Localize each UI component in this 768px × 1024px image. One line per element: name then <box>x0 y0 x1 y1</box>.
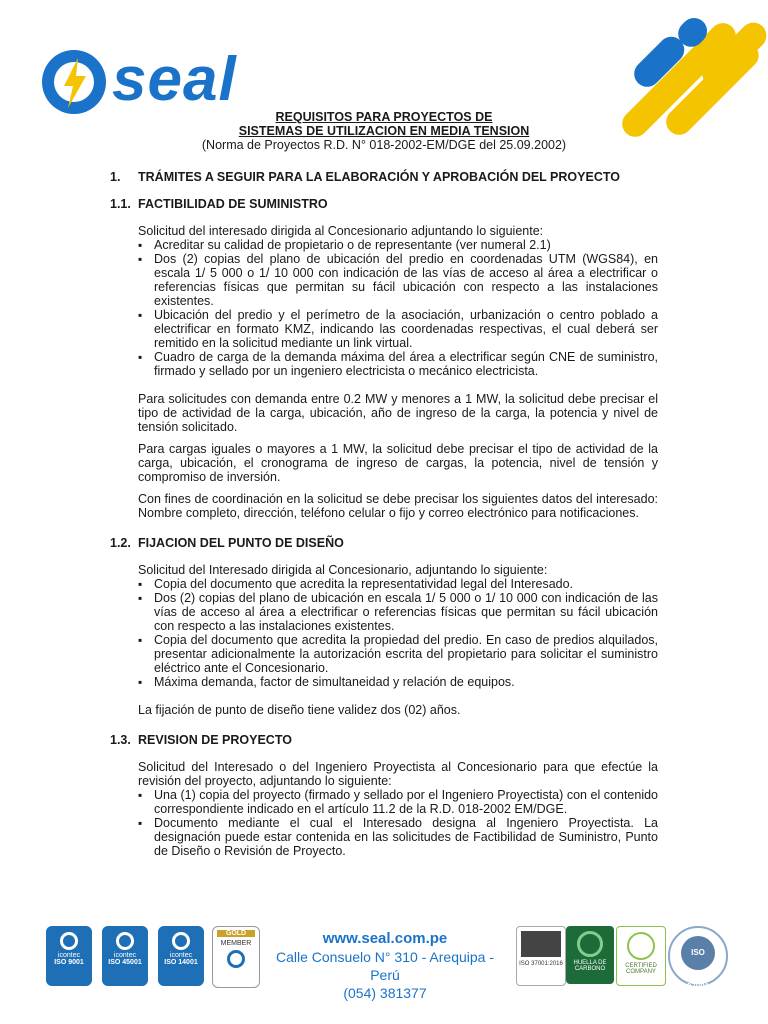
section-1-2-list <box>138 577 658 689</box>
list-item: ▪ Máxima demanda, factor de simultaneidad y relación de equipos. <box>154 675 658 689</box>
fingerprint-icon <box>577 931 603 957</box>
section-1-2-intro: Solicitud del Interesado dirigida al Concesionario, adjuntando lo siguiente: <box>138 563 548 577</box>
title-line-1: REQUISITOS PARA PROYECTOS DE <box>275 110 493 124</box>
brand-name: seal <box>112 45 237 114</box>
section-1-1-heading: 1.1. FACTIBILIDAD DE SUMINISTRO <box>110 197 328 211</box>
iso-37001-cert: ISO 37001:2016 <box>516 926 566 986</box>
icontec-icon <box>116 932 134 950</box>
list-item: ▪ Copia del documento que acredita la representatividad legal del Interesado. <box>154 577 658 591</box>
list-item: ▪ Dos (2) copias del plano de ubicación en escala 1/ 5 000 o 1/ 10 000 con indicación de las vías de acceso al área a electrificar o referencias físicas que permitan su fácil ubicación con respecto a las instalaciones existentes. <box>154 591 658 633</box>
iso-seal-icon: ISO 27001 <box>681 936 715 970</box>
seal-logo <box>42 45 292 114</box>
section-1-1-list <box>138 238 658 378</box>
contact-info <box>270 930 500 1002</box>
leaf-icon <box>627 932 655 960</box>
address: Calle Consuelo N° 310 - Arequipa - Perú <box>275 949 495 983</box>
globe-icon <box>227 950 245 968</box>
iso-27001-cert <box>668 926 728 991</box>
lightning-bolt-icon <box>42 50 106 114</box>
icontec-iso-14001-badge: icontec ISO 14001 <box>158 926 204 986</box>
icontec-icon <box>172 932 190 950</box>
list-item: ▪ Cuadro de carga de la demanda máxima del área a electrificar según CNE de suministro, firmado y sellado por un ingeniero electricista o mecánico electricista. <box>154 350 658 378</box>
document-title <box>0 110 768 152</box>
title-line-2: SISTEMAS DE UTILIZACION EN MEDIA TENSION <box>238 124 530 138</box>
section-1-2-heading: 1.2. FIJACION DEL PUNTO DE DISEÑO <box>110 536 344 550</box>
icontec-icon <box>60 932 78 950</box>
document-body <box>110 170 658 872</box>
list-item: ▪ Acreditar su calidad de propietario o de representante (ver numeral 2.1) <box>154 238 658 252</box>
paragraph: Con fines de coordinación en la solicitud se debe precisar los siguientes datos del interesado: Nombre completo, dirección, teléfono celular o fijo y correo electrónico para notificaciones. <box>138 492 658 520</box>
list-item: ▪ Una (1) copia del proyecto (firmado y sellado por el Ingeniero Proyectista) con el contenido correspondiente indicado en el artículo 11.2 de la R.D. 018-2002 EM/DGE. <box>154 788 658 816</box>
phone: (054) 381377 <box>343 985 427 1001</box>
section-1-3-intro: Solicitud del Interesado o del Ingeniero Proyectista al Concesionario para que efectúe la revisión del proyecto, adjuntando lo siguiente: <box>138 760 658 788</box>
list-item: ▪ Dos (2) copias del plano de ubicación del predio en coordenadas UTM (WGS84), en escala 1/ 5 000 o 1/ 10 000 con indicación de las vías de acceso al área a electrificar o referencias físicas que permitan su fácil ubicación con respecto a las instalaciones existentes. <box>154 252 658 308</box>
world-compliance-icon <box>521 931 561 957</box>
carbon-footprint-cert: HUELLA DE CARBONO <box>566 926 614 984</box>
paragraph: La fijación de punto de diseño tiene validez dos (02) años. <box>138 703 461 717</box>
icontec-iso-9001-badge: icontec ISO 9001 <box>46 926 92 986</box>
icontec-iso-45001-badge: icontec ISO 45001 <box>102 926 148 986</box>
list-item: ▪ Ubicación del predio y el perímetro de la asociación, urbanización o centro poblado a electrificar en formato KMZ, indicando las coordenadas respectivas, el cual deberá ser remitido en la solicitud mediante un link virtual. <box>154 308 658 350</box>
list-item: ▪ Copia del documento que acredita la propiedad del predio. En caso de predios alquilados, presentar adicionalmente la autorización escrita del propietario para solicitar el suministro eléctrico ante el Concesionario. <box>154 633 658 675</box>
section-1-3-list <box>138 788 658 858</box>
section-1-1-intro: Solicitud del interesado dirigida al Concesionario adjuntando lo siguiente: <box>138 224 544 238</box>
title-line-3: (Norma de Proyectos R.D. N° 018-2002-EM/DGE del 25.09.2002) <box>201 138 567 152</box>
section-1-3-heading: 1.3. REVISION DE PROYECTO <box>110 733 292 747</box>
list-item: ▪ Documento mediante el cual el Interesado designa al Ingeniero Proyectista. La designación puede estar contenida en las solicitudes de Factibilidad de Suministro, Punto de Diseño o Revisión de Proyecto. <box>154 816 658 858</box>
paragraph: Para cargas iguales o mayores a 1 MW, la solicitud debe precisar el tipo de actividad de la carga, ubicación, el cronograma de ingreso de cargas, la potencia, nivel de tensión y compromiso de inversión. <box>138 442 658 484</box>
page-footer <box>0 918 768 1018</box>
section-1-heading: 1. TRÁMITES A SEGUIR PARA LA ELABORACIÓN Y APROBACIÓN DEL PROYECTO <box>110 170 620 184</box>
certified-company-cert: CERTIFIED COMPANY <box>616 926 666 986</box>
website-link[interactable]: www.seal.com.pe <box>322 930 448 947</box>
gold-member-badge: GOLD MEMBER <box>212 926 260 988</box>
paragraph: Para solicitudes con demanda entre 0.2 MW y menores a 1 MW, la solicitud debe precisar el tipo de actividad de la carga, ubicación, año de ingreso de la carga, la potencia y nivel de tensión solicitado. <box>138 392 658 434</box>
